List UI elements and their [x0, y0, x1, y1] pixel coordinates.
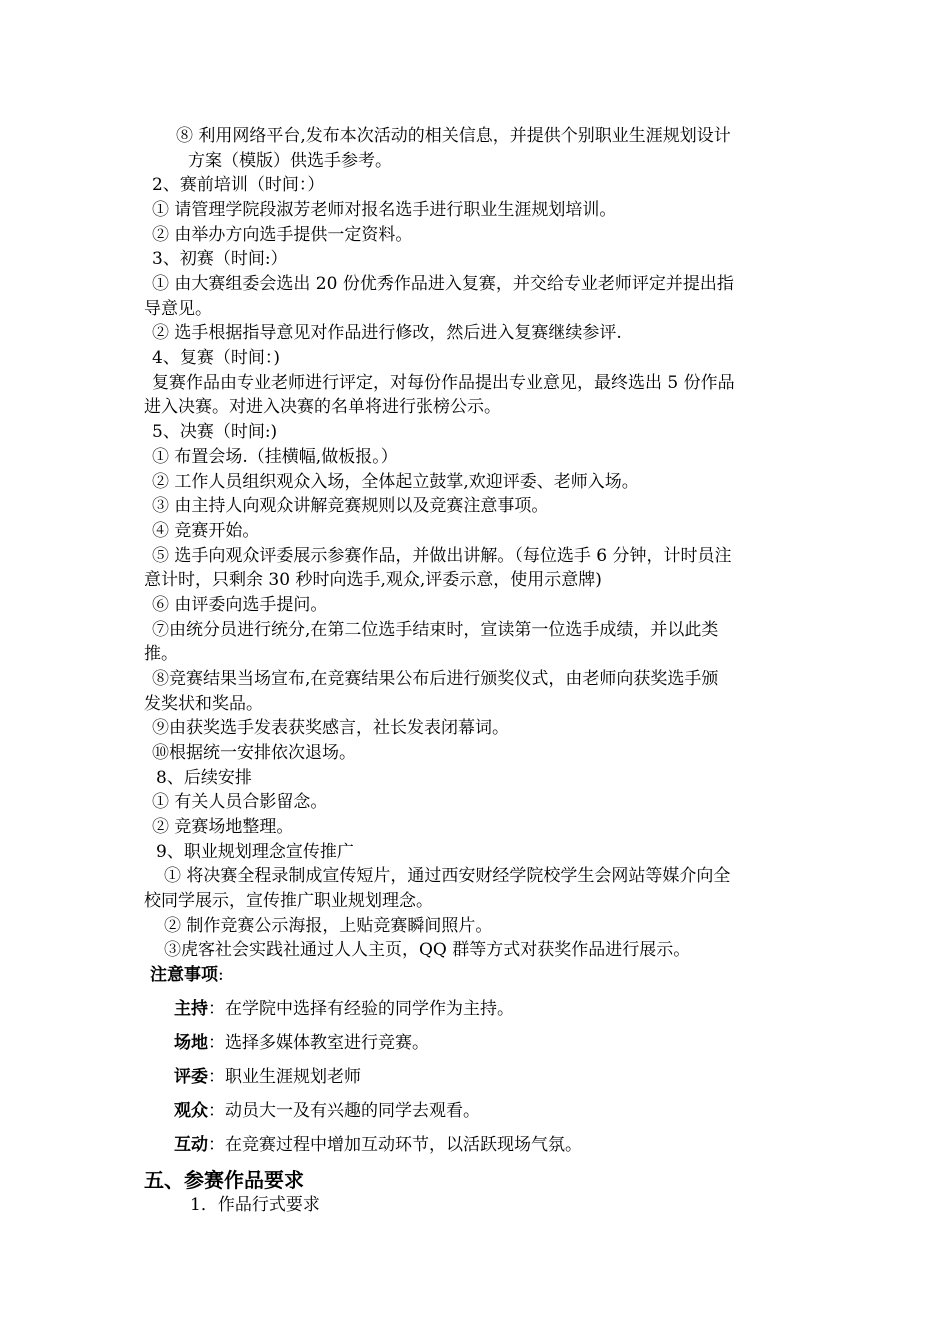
section-subheading: 1．作品行式要求	[190, 1195, 320, 1215]
note-label: 观众	[174, 1101, 208, 1121]
note-label: 互动	[174, 1135, 208, 1155]
text-line: ① 由大赛组委会选出 20 份优秀作品进入复赛，并交给专业老师评定并提出指	[152, 274, 734, 294]
text-line: 推。	[144, 644, 178, 664]
text-line: ① 将决赛全程录制成宣传短片，通过西安财经学院校学生会网站等媒介向全	[164, 866, 731, 886]
notes-heading-label: 注意事项	[150, 965, 218, 985]
text-line: ⑥ 由评委向选手提问。	[152, 595, 328, 615]
text-line: 进入决赛。对进入决赛的名单将进行张榜公示。	[144, 397, 501, 417]
note-text: ：选择多媒体教室进行竞赛。	[208, 1033, 429, 1053]
note-text: ：动员大一及有兴趣的同学去观看。	[208, 1101, 480, 1121]
text-line: ⑨由获奖选手发表获奖感言，社长发表闭幕词。	[152, 718, 509, 738]
text-line: 意计时，只剩余 30 秒时向选手,观众,评委示意，使用示意牌)	[144, 570, 602, 590]
text-line: ⑩根据统一安排依次退场。	[152, 743, 356, 763]
text-line: 导意见。	[144, 299, 212, 319]
text-line: 2、赛前培训（时间：）	[152, 175, 325, 195]
text-line: 8、后续安排	[156, 768, 252, 788]
note-text: ：职业生涯规划老师	[208, 1067, 361, 1087]
note-label: 评委	[174, 1067, 208, 1087]
text-line: ⑤ 选手向观众评委展示参赛作品，并做出讲解。（每位选手 6 分钟，计时员注	[152, 546, 732, 566]
note-label: 场地	[174, 1033, 208, 1053]
text-line: ② 制作竞赛公示海报，上贴竞赛瞬间照片。	[164, 916, 493, 936]
text-line: ⑧竞赛结果当场宣布,在竞赛结果公布后进行颁奖仪式，由老师向获奖选手颁	[152, 669, 719, 689]
text-line: ② 竞赛场地整理。	[152, 817, 294, 837]
text-line: 发奖状和奖品。	[144, 694, 263, 714]
text-line: 校同学展示，宣传推广职业规划理念。	[144, 891, 433, 911]
note-label: 主持	[174, 999, 208, 1019]
note-item	[174, 997, 514, 1021]
section-heading: 五、参赛作品要求	[144, 1168, 304, 1192]
text-line: ② 选手根据指导意见对作品进行修改，然后进入复赛继续参评.	[152, 323, 622, 343]
note-item	[174, 1031, 429, 1055]
text-line: 3、初赛（时间:）	[152, 249, 288, 269]
text-line: 5、决赛（时间:)	[152, 422, 278, 442]
text-line: ① 请管理学院段淑芳老师对报名选手进行职业生涯规划培训。	[152, 200, 617, 220]
text-line: ① 有关人员合影留念。	[152, 792, 328, 812]
note-item	[174, 1065, 361, 1089]
text-line: ② 由举办方向选手提供一定资料。	[152, 225, 413, 245]
text-line: ③虎客社会实践社通过人人主页，QQ 群等方式对获奖作品进行展示。	[164, 940, 691, 960]
text-line: ⑦由统分员进行统分,在第二位选手结束时，宣读第一位选手成绩，并以此类	[152, 620, 719, 640]
text-line: 复赛作品由专业老师进行评定，对每份作品提出专业意见，最终选出 5 份作品	[152, 373, 735, 393]
text-line: ④ 竞赛开始。	[152, 521, 260, 541]
text-line: 9、职业规划理念宣传推广	[156, 842, 354, 862]
note-text: ：在竞赛过程中增加互动环节，以活跃现场气氛。	[208, 1135, 582, 1155]
notes-heading-colon: :	[218, 965, 224, 985]
text-line: ① 布置会场.（挂横幅,做板报。）	[152, 447, 398, 467]
text-line: 方案（模版）供选手参考。	[188, 151, 392, 171]
note-item	[174, 1099, 480, 1123]
text-line: ⑧ 利用网络平台,发布本次活动的相关信息，并提供个别职业生涯规划设计	[176, 126, 731, 146]
notes-heading	[150, 963, 224, 987]
note-item	[174, 1133, 582, 1157]
note-text: ：在学院中选择有经验的同学作为主持。	[208, 999, 514, 1019]
text-line: ③ 由主持人向观众讲解竞赛规则以及竞赛注意事项。	[152, 496, 549, 516]
text-line: 4、复赛（时间：)	[152, 348, 280, 368]
text-line: ② 工作人员组织观众入场，全体起立鼓掌,欢迎评委、老师入场。	[152, 472, 639, 492]
